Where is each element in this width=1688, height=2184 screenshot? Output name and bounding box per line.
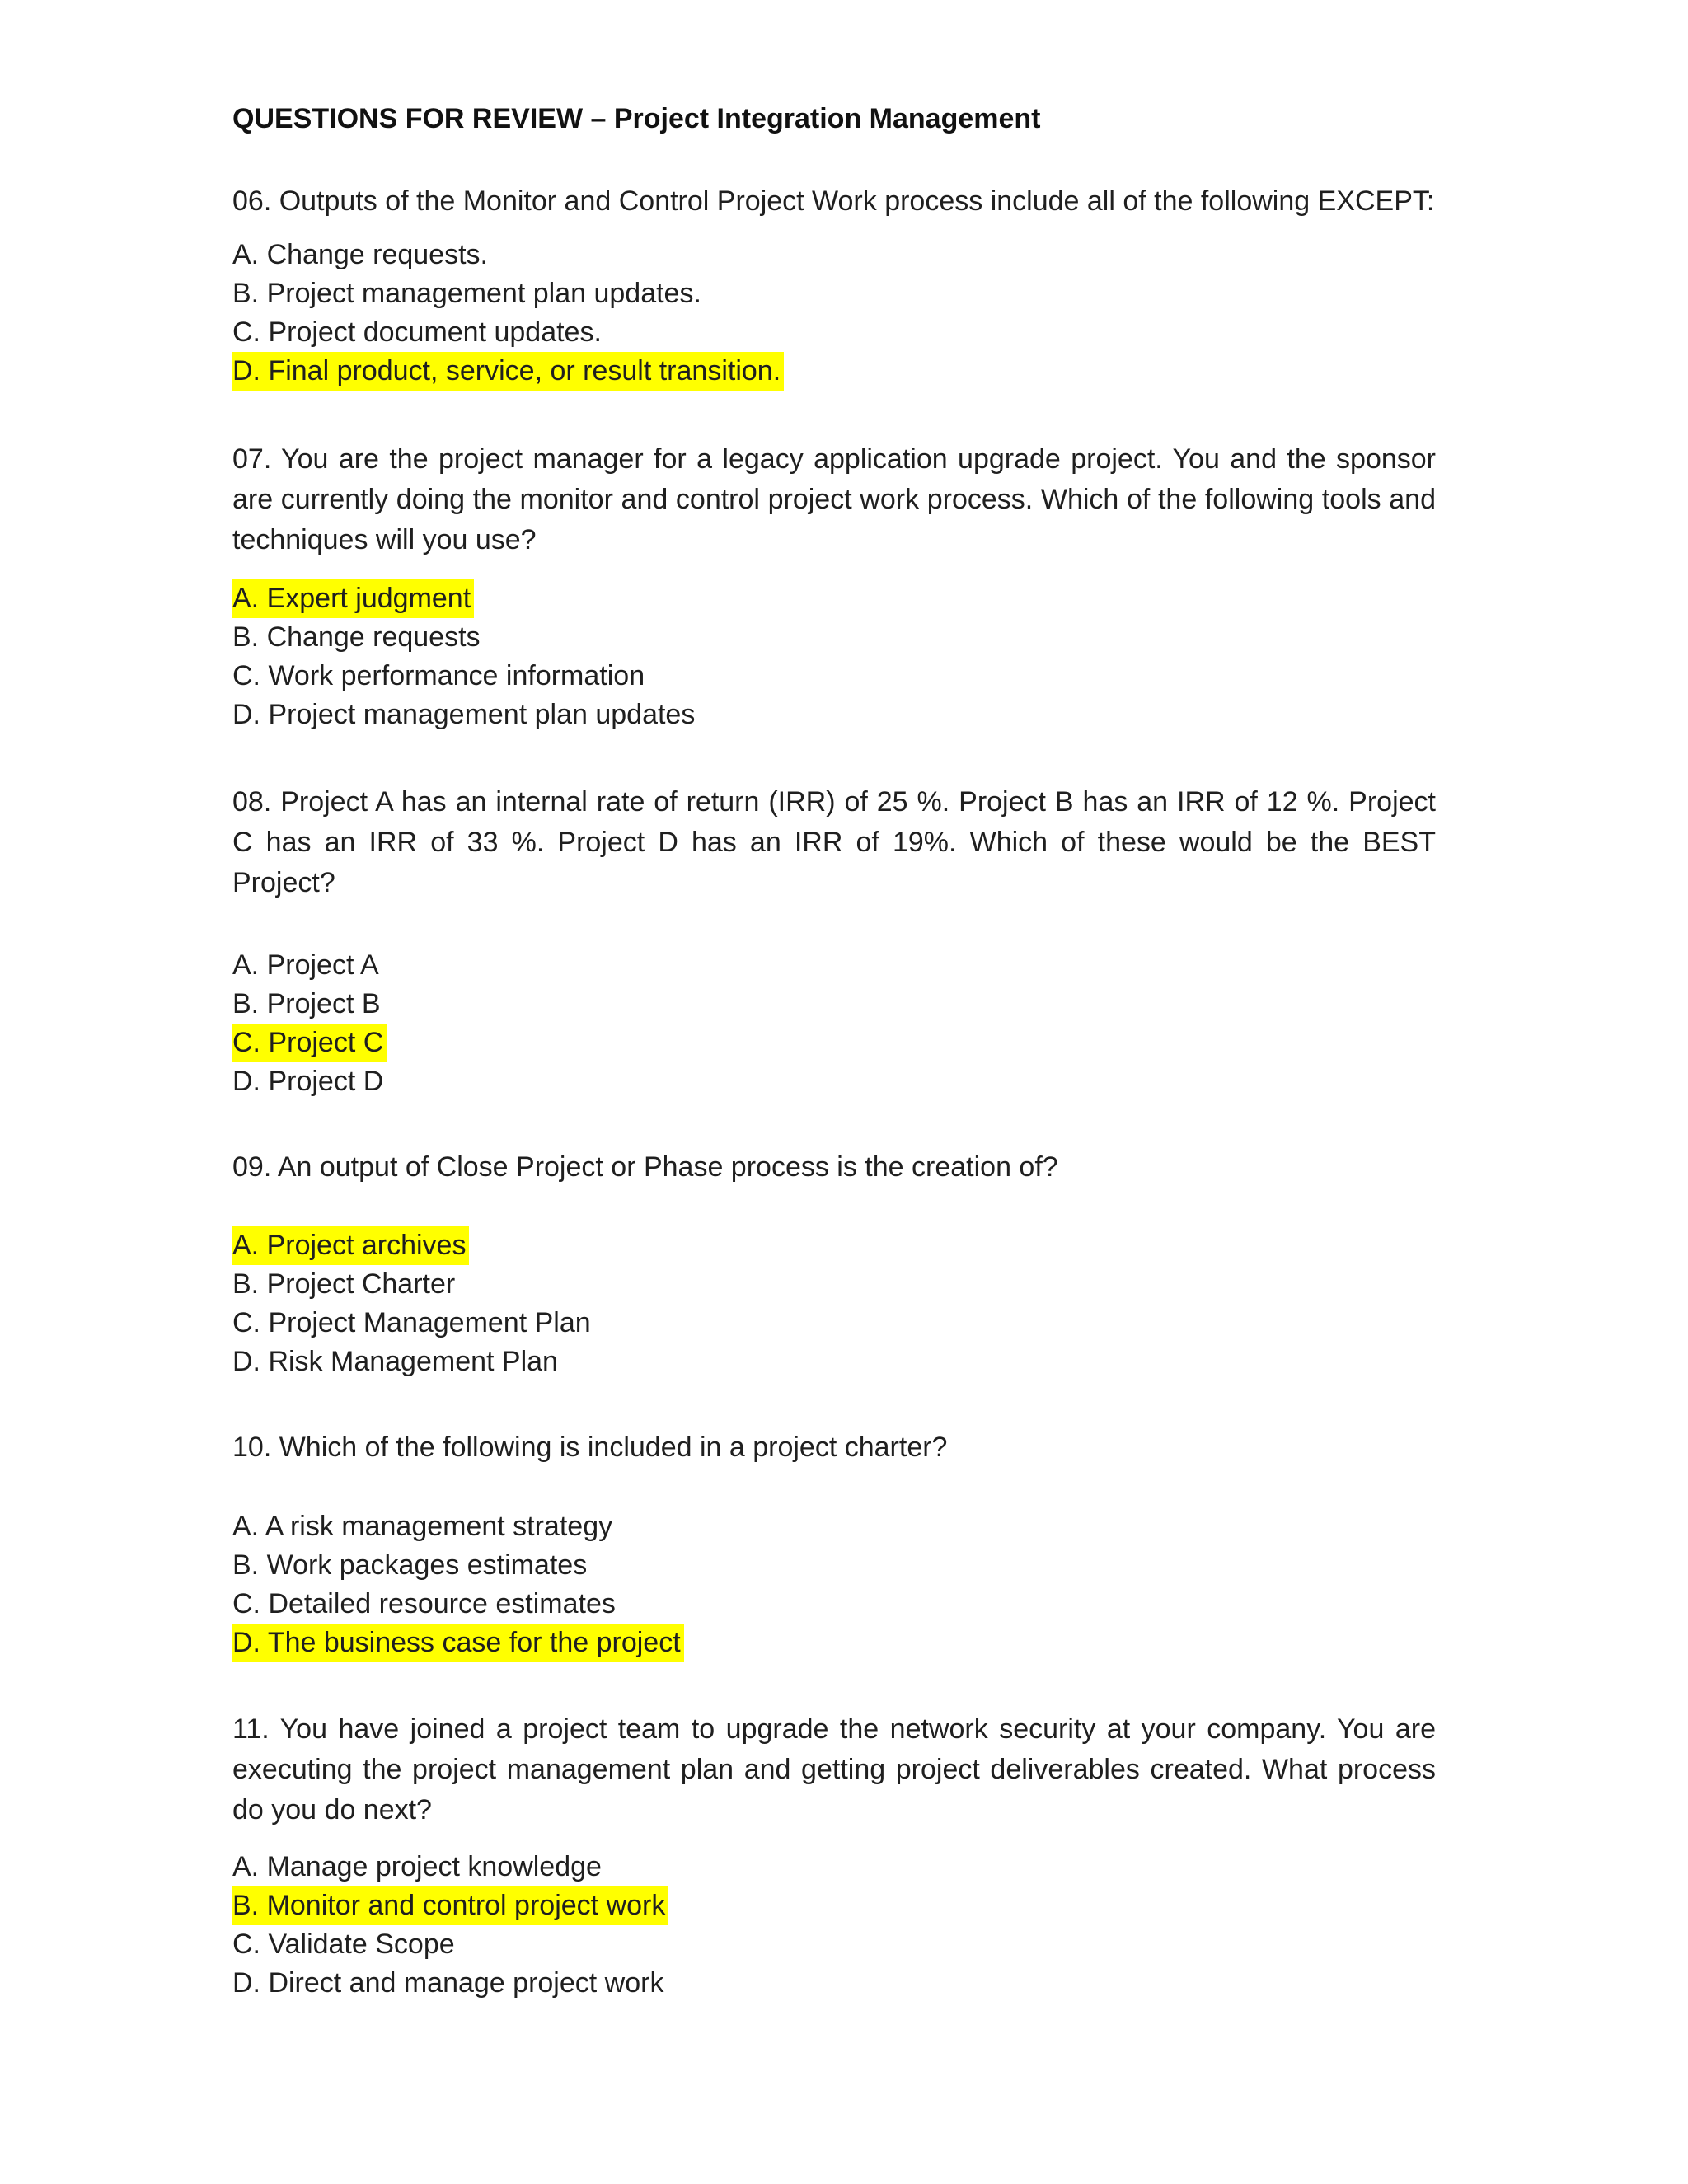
option-c: C. Validate Scope bbox=[232, 1929, 455, 1960]
option-d: D. Project management plan updates bbox=[232, 699, 696, 730]
question-text: 06. Outputs of the Monitor and Control Project Work process include all of the following EXCEPT: bbox=[232, 185, 1435, 217]
question-text: 10. Which of the following is included in a project charter? bbox=[232, 1432, 948, 1463]
option-a-highlighted: A. Expert judgment bbox=[232, 579, 1436, 618]
page-title: QUESTIONS FOR REVIEW – Project Integration Management bbox=[232, 103, 1041, 134]
answer-options bbox=[232, 579, 1436, 734]
question-09 bbox=[232, 1147, 1436, 1381]
answer-options bbox=[232, 1226, 1436, 1381]
option-b: B. Change requests bbox=[232, 621, 481, 653]
question-08 bbox=[232, 782, 1436, 1101]
question-11 bbox=[232, 1709, 1436, 2003]
option-d-highlighted: D. Final product, service, or result transition. bbox=[232, 352, 1436, 391]
question-07 bbox=[232, 439, 1436, 734]
option-b: B. Project management plan updates. bbox=[232, 278, 701, 309]
question-text: 09. An output of Close Project or Phase process is the creation of? bbox=[232, 1151, 1058, 1183]
option-d: D. Risk Management Plan bbox=[232, 1346, 558, 1377]
option-b: B. Project Charter bbox=[232, 1268, 456, 1300]
question-10 bbox=[232, 1427, 1436, 1662]
option-a: A. A risk management strategy bbox=[232, 1511, 613, 1542]
question-text: 08. Project A has an internal rate of return (IRR) of 25 %. Project B has an IRR of 12 %. Project C has an IRR of 33 %. Project D has an IRR of 19%. Which of these would be the BEST Project? bbox=[232, 786, 1436, 898]
option-b: B. Project B bbox=[232, 988, 381, 1019]
document-page bbox=[232, 99, 1436, 2003]
option-a: A. Manage project knowledge bbox=[232, 1851, 602, 1882]
option-c: C. Project document updates. bbox=[232, 316, 602, 348]
option-b: B. Work packages estimates bbox=[232, 1549, 588, 1581]
option-c-highlighted: C. Project C bbox=[232, 1024, 1436, 1062]
option-a: A. Change requests. bbox=[232, 239, 488, 270]
answer-options bbox=[232, 946, 1436, 1101]
option-d: D. Direct and manage project work bbox=[232, 1967, 664, 1999]
option-c: C. Work performance information bbox=[232, 660, 645, 691]
answer-options bbox=[232, 1507, 1436, 1662]
answer-options bbox=[232, 1848, 1436, 2003]
option-d-highlighted: D. The business case for the project bbox=[232, 1624, 1436, 1662]
option-a: A. Project A bbox=[232, 949, 379, 981]
option-c: C. Detailed resource estimates bbox=[232, 1588, 616, 1619]
option-b-highlighted: B. Monitor and control project work bbox=[232, 1886, 1436, 1925]
option-c: C. Project Management Plan bbox=[232, 1307, 591, 1338]
question-text: 11. You have joined a project team to upgrade the network security at your company. You are executing the project management plan and getting project deliverables created. What process do you do next? bbox=[232, 1713, 1436, 1825]
option-d: D. Project D bbox=[232, 1066, 384, 1097]
question-text: 07. You are the project manager for a legacy application upgrade project. You and the sponsor are currently doing the monitor and control project work process. Which of the following tools and techniques will you use? bbox=[232, 443, 1436, 555]
option-a-highlighted: A. Project archives bbox=[232, 1226, 1436, 1265]
answer-options bbox=[232, 236, 1436, 391]
question-06 bbox=[232, 181, 1436, 391]
